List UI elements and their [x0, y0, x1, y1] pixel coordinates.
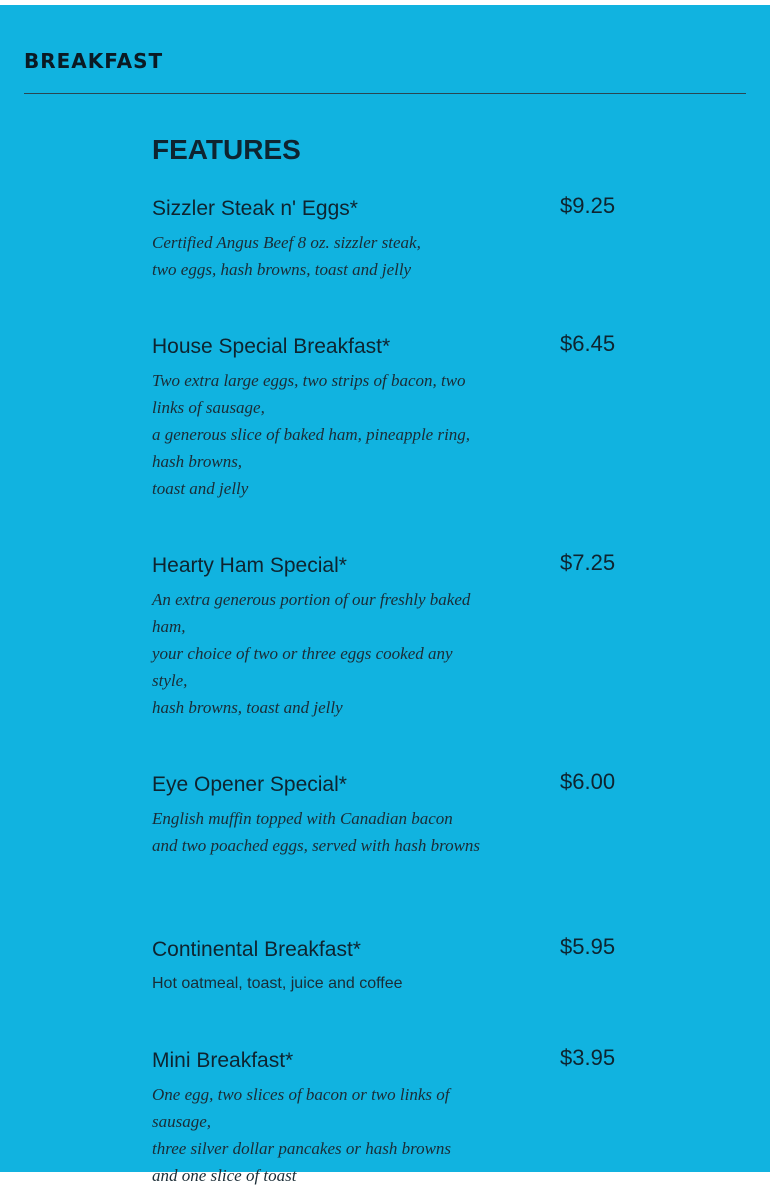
menu-item-house-special — [152, 333, 622, 502]
description-line: Two extra large eggs, two strips of bacon, two links of sausage, — [152, 371, 466, 417]
item-description — [152, 1081, 482, 1189]
item-name: House Special Breakfast* — [152, 335, 391, 358]
item-price: $7.25 — [560, 550, 616, 575]
description-line: English muffin topped with Canadian bacon and two poached eggs, served with hash browns — [152, 809, 481, 855]
item-price: $9.25 — [560, 193, 616, 218]
item-price: $6.00 — [560, 769, 616, 794]
menu-panel — [0, 5, 770, 1185]
item-description — [152, 805, 482, 859]
description-line: Hot oatmeal, toast, juice and coffee — [152, 975, 403, 992]
description-line: a generous slice of baked ham, pineapple ring, hash browns, — [152, 425, 471, 471]
description-line: Certified Angus Beef 8 oz. sizzler steak, — [152, 233, 421, 252]
item-price: $6.45 — [560, 331, 616, 356]
item-description — [152, 367, 482, 502]
item-price: $5.95 — [560, 934, 616, 959]
page-title: BREAKFAST — [24, 49, 164, 73]
item-description — [152, 970, 482, 997]
description-line: hash browns, toast and jelly — [152, 698, 343, 717]
description-line: two eggs, hash browns, toast and jelly — [152, 260, 412, 279]
item-description — [152, 229, 482, 283]
description-line: your choice of two or three eggs cooked any style, — [152, 644, 453, 690]
item-description — [152, 586, 482, 721]
menu-item-hearty-ham — [152, 552, 622, 721]
description-line: toast and jelly — [152, 479, 249, 498]
item-name: Sizzler Steak n' Eggs* — [152, 197, 358, 220]
description-line: three silver dollar pancakes or hash browns — [152, 1139, 452, 1158]
features-section — [152, 133, 622, 1185]
menu-item-mini-breakfast — [152, 1047, 622, 1189]
title-divider — [24, 93, 746, 94]
item-name: Continental Breakfast* — [152, 938, 361, 961]
menu-item-sizzler-steak — [152, 195, 622, 283]
menu-item-eye-opener — [152, 771, 622, 859]
menu-item-continental — [152, 936, 622, 997]
section-heading: FEATURES — [152, 134, 301, 165]
item-name: Mini Breakfast* — [152, 1049, 294, 1072]
description-line: An extra generous portion of our freshly baked ham, — [152, 590, 471, 636]
description-line: One egg, two slices of bacon or two links of sausage, — [152, 1085, 450, 1131]
item-price: $3.95 — [560, 1045, 616, 1070]
item-name: Eye Opener Special* — [152, 773, 347, 796]
description-line: and one slice of toast — [152, 1166, 297, 1185]
item-name: Hearty Ham Special* — [152, 554, 347, 577]
